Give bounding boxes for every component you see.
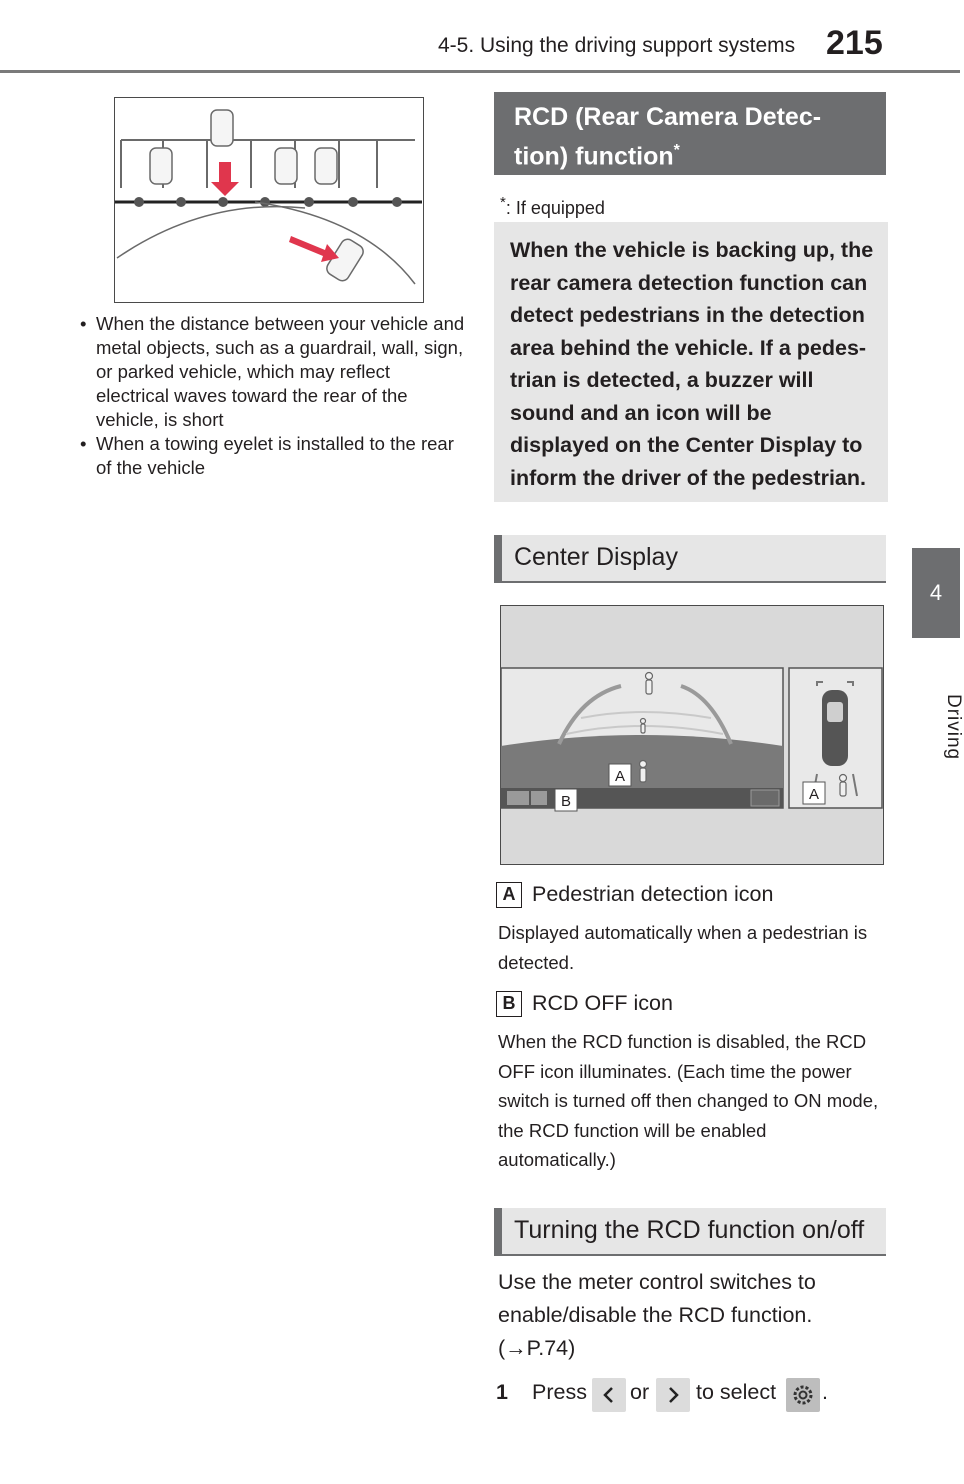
- display-callout-b: B: [560, 793, 572, 810]
- step-to-select-text: to select: [696, 1380, 777, 1404]
- header-title: 4-5. Using the driving support systems: [438, 34, 796, 57]
- heading-line-2: tion) function: [514, 142, 674, 171]
- list-item-text: When a towing eyelet is installed to the rear of the vehicle: [96, 433, 454, 478]
- rcd-off-icon-description: When the RCD function is disabled, the RCD OFF icon illuminates. (Each time the power switch is turned off then changed to ON mode, the RCD function will be enabled automatically.): [498, 1031, 879, 1170]
- heading-footnote-mark: *: [673, 142, 680, 159]
- step-period: .: [822, 1380, 828, 1404]
- center-display-illustration: [500, 605, 884, 865]
- bullet-symbol: •: [80, 313, 87, 334]
- pedestrian-icon-title: Pedestrian detection icon: [532, 882, 774, 906]
- list-item: [76, 312, 466, 432]
- turning-rcd-heading-text: Turning the RCD function on/off: [514, 1216, 865, 1244]
- chapter-tab: [912, 548, 960, 638]
- turning-rcd-heading: [494, 1208, 886, 1256]
- summary-box: [494, 222, 888, 502]
- heading-line-1: RCD (Rear Camera Detec-: [514, 103, 822, 131]
- display-callout-a: A: [614, 768, 626, 785]
- center-display-heading-text: Center Display: [514, 543, 678, 571]
- step-number: 1: [496, 1380, 508, 1404]
- parking-illustration-drawing: [115, 98, 422, 301]
- conditions-list: [76, 312, 466, 480]
- instructions-text: Use the meter control switches to enable/disable the RCD function. (→P.74): [498, 1270, 816, 1360]
- list-item: [76, 432, 466, 480]
- summary-text: When the vehicle is backing up, the rear camera detection function can detect pedestrians in the detection area behind the vehicle. If a pedes- trian is detected, a buzzer will sound and an icon will be displayed on the Center Display to inform the driver of the pedestrian.: [510, 238, 874, 490]
- chapter-number: 4: [929, 580, 943, 605]
- page-number: 215: [826, 24, 883, 62]
- header-rule: [0, 70, 960, 73]
- rcd-off-icon-title: RCD OFF icon: [532, 991, 673, 1015]
- chapter-label: Driving: [943, 694, 964, 761]
- center-display-heading: [494, 535, 886, 583]
- step-press-text: Press: [532, 1380, 587, 1404]
- footnote: [500, 194, 605, 219]
- callout-label-b: B: [496, 991, 522, 1017]
- pedestrian-icon-description: Displayed automatically when a pedestrian is detected.: [498, 922, 868, 973]
- footnote-text: : If equipped: [505, 198, 605, 218]
- footnote-mark: *: [500, 194, 506, 211]
- display-callout-a-overhead: A: [808, 786, 820, 803]
- chevron-left-icon: [592, 1378, 626, 1412]
- parking-illustration: [114, 97, 424, 303]
- chevron-right-icon: [656, 1378, 690, 1412]
- step-1: [496, 1378, 896, 1414]
- gear-icon: [786, 1378, 820, 1412]
- callout-label-a: A: [496, 882, 522, 908]
- step-or-text: or: [630, 1380, 650, 1404]
- bullet-symbol: •: [80, 433, 87, 454]
- center-display-drawing: [501, 606, 882, 863]
- rcd-section-heading: [494, 92, 886, 175]
- list-item-text: When the distance between your vehicle and metal objects, such as a guardrail, wall, sign, or parked vehicle, which may reflect electrical waves toward the rear of the vehicle, is short: [96, 313, 465, 430]
